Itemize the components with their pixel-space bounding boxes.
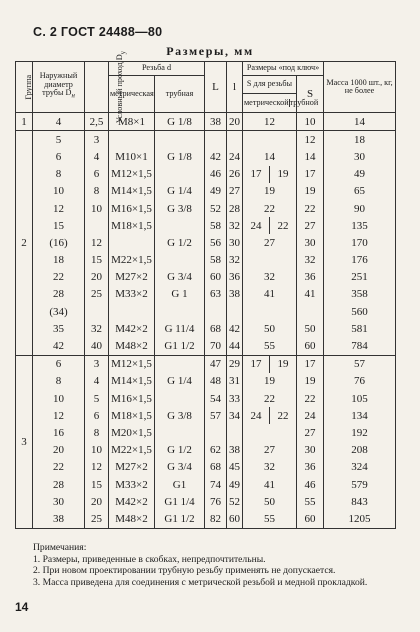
cell-S: 22 [297, 200, 324, 217]
cell-l: 31 [227, 373, 243, 390]
cell-nominal-bore: 6 [85, 407, 109, 424]
cell-pipe-thread [155, 424, 205, 441]
cell-L: 58 [205, 252, 227, 269]
cell-s-pipe: 19 [269, 356, 296, 373]
cell-mass: 208 [324, 442, 396, 459]
cell-L [205, 424, 227, 441]
cell-l: 38 [227, 286, 243, 303]
cell-l: 49 [227, 476, 243, 493]
cell-L: 56 [205, 234, 227, 251]
header-pipe: трубная [155, 76, 205, 113]
cell-pipe-thread [155, 355, 205, 373]
header-s-metric: метрической [244, 97, 289, 107]
header-L: L [205, 62, 227, 113]
cell-l: 36 [227, 269, 243, 286]
cell-s-thread [243, 407, 297, 424]
cell-outer-diameter: 16 [33, 424, 85, 441]
table-row [16, 493, 396, 510]
cell-metric-thread: M16×1,5 [109, 200, 155, 217]
cell-l: 33 [227, 390, 243, 407]
cell-metric-thread: M10×1 [109, 148, 155, 165]
cell-l: 44 [227, 337, 243, 355]
cell-s-thread [243, 355, 297, 373]
cell-L: 82 [205, 510, 227, 528]
cell-outer-diameter: 42 [33, 337, 85, 355]
cell-metric-thread: M42×2 [109, 320, 155, 337]
table-row [16, 407, 396, 424]
table-row [16, 234, 396, 251]
cell-S: 41 [297, 286, 324, 303]
cell-outer-diameter: 8 [33, 166, 85, 183]
cell-S: 60 [297, 510, 324, 528]
table-row [16, 510, 396, 528]
cell-l: 27 [227, 183, 243, 200]
cell-s-metric: 32 [264, 461, 275, 474]
cell-s-metric: 41 [264, 288, 275, 301]
cell-S: 60 [297, 337, 324, 355]
cell-mass: 251 [324, 269, 396, 286]
cell-L: 74 [205, 476, 227, 493]
cell-l [227, 131, 243, 149]
cell-metric-thread: M12×1,5 [109, 166, 155, 183]
cell-s-thread [243, 390, 297, 407]
cell-L: 38 [205, 113, 227, 131]
cell-S: 10 [297, 113, 324, 131]
cell-S [297, 303, 324, 320]
cell-nominal-bore: 10 [85, 442, 109, 459]
cell-s-metric: 22 [264, 202, 275, 215]
header-group: Группа [16, 62, 33, 113]
cell-nominal-bore: 3 [85, 355, 109, 373]
cell-nominal-bore: 2,5 [85, 113, 109, 131]
cell-L: 63 [205, 286, 227, 303]
cell-l [227, 424, 243, 441]
cell-metric-thread: M14×1,5 [109, 183, 155, 200]
cell-l: 30 [227, 234, 243, 251]
cell-s-metric: 55 [264, 340, 275, 353]
cell-outer-diameter: 4 [33, 113, 85, 131]
cell-pipe-thread: G 1/2 [155, 442, 205, 459]
note-2: 2. При новом проектировании трубную резьбу применять не допускается. [33, 565, 336, 576]
cell-s-thread [243, 200, 297, 217]
cell-outer-diameter: 8 [33, 373, 85, 390]
table-row [16, 373, 396, 390]
cell-outer-diameter: 12 [33, 407, 85, 424]
cell-L: 52 [205, 200, 227, 217]
cell-metric-thread [109, 303, 155, 320]
cell-nominal-bore: 12 [85, 234, 109, 251]
group-cell: 1 [16, 113, 33, 131]
cell-s-thread [243, 234, 297, 251]
cell-outer-diameter: 28 [33, 476, 85, 493]
cell-pipe-thread [155, 252, 205, 269]
cell-S: 55 [297, 493, 324, 510]
header-outer-diameter: Наружный диаметр трубы $D_н$ [33, 62, 85, 113]
cell-L: 54 [205, 390, 227, 407]
header-metric: метрическая [109, 76, 155, 113]
cell-metric-thread: M48×2 [109, 510, 155, 528]
cell-nominal-bore: 3 [85, 131, 109, 149]
page-number: 14 [15, 600, 29, 614]
cell-S: 17 [297, 355, 324, 373]
cell-nominal-bore: 5 [85, 390, 109, 407]
cell-S: 17 [297, 166, 324, 183]
cell-L: 46 [205, 166, 227, 183]
header-s-subcols [243, 94, 319, 113]
cell-metric-thread: M22×1,5 [109, 252, 155, 269]
cell-s-thread [243, 183, 297, 200]
cell-metric-thread: M22×1,5 [109, 442, 155, 459]
cell-mass: 843 [324, 493, 396, 510]
cell-s-metric: 17 [250, 358, 262, 371]
cell-S: 19 [297, 373, 324, 390]
cell-l: 60 [227, 510, 243, 528]
table-row [16, 459, 396, 476]
cell-s-metric: 27 [264, 236, 275, 249]
cell-s-metric: 14 [264, 150, 275, 163]
cell-pipe-thread: G1 1/4 [155, 493, 205, 510]
cell-pipe-thread [155, 166, 205, 183]
cell-l: 45 [227, 459, 243, 476]
cell-s-thread [243, 320, 297, 337]
group-cell: 2 [16, 131, 33, 355]
table-row [16, 166, 396, 183]
table-caption: Размеры, мм [166, 44, 254, 58]
cell-S: 46 [297, 476, 324, 493]
cell-pipe-thread: G 1/8 [155, 113, 205, 131]
header-S: S [297, 76, 324, 113]
cell-s-metric: 32 [264, 271, 275, 284]
cell-metric-thread: M16×1,5 [109, 390, 155, 407]
cell-pipe-thread: G 3/4 [155, 269, 205, 286]
cell-L: 58 [205, 217, 227, 234]
cell-mass: 30 [324, 148, 396, 165]
cell-outer-diameter: 10 [33, 390, 85, 407]
cell-nominal-bore: 8 [85, 424, 109, 441]
cell-S: 19 [297, 183, 324, 200]
table-row [16, 269, 396, 286]
cell-l: 38 [227, 442, 243, 459]
note-1: 1. Размеры, приведенные в скобках, непредпочтительны. [33, 553, 266, 565]
cell-nominal-bore: 15 [85, 252, 109, 269]
table-row [16, 320, 396, 337]
cell-S: 30 [297, 442, 324, 459]
cell-metric-thread: M12×1,5 [109, 355, 155, 373]
cell-s-metric: 50 [264, 322, 275, 335]
cell-s-thread [243, 337, 297, 355]
cell-mass: 57 [324, 355, 396, 373]
cell-L: 60 [205, 269, 227, 286]
cell-S: 24 [297, 407, 324, 424]
cell-outer-diameter: 10 [33, 183, 85, 200]
cell-l: 42 [227, 320, 243, 337]
cell-nominal-bore: 20 [85, 493, 109, 510]
cell-outer-diameter: 6 [33, 355, 85, 373]
cell-pipe-thread: G1 1/2 [155, 510, 205, 528]
cell-mass: 170 [324, 234, 396, 251]
cell-nominal-bore: 40 [85, 337, 109, 355]
cell-s-thread [243, 424, 297, 441]
cell-outer-diameter: 6 [33, 148, 85, 165]
cell-nominal-bore: 25 [85, 286, 109, 303]
cell-nominal-bore: 15 [85, 476, 109, 493]
cell-mass: 579 [324, 476, 396, 493]
table-row [16, 286, 396, 303]
cell-L: 68 [205, 320, 227, 337]
cell-nominal-bore: 20 [85, 269, 109, 286]
cell-outer-diameter: 22 [33, 269, 85, 286]
cell-S: 27 [297, 217, 324, 234]
table-row [16, 148, 396, 165]
header-l: l [227, 62, 243, 113]
cell-s-pipe: 22 [269, 407, 296, 424]
cell-S: 22 [297, 390, 324, 407]
cell-s-thread [243, 476, 297, 493]
cell-nominal-bore: 8 [85, 183, 109, 200]
cell-s-thread [243, 131, 297, 149]
cell-metric-thread: M48×2 [109, 337, 155, 355]
cell-s-metric: 24 [250, 219, 262, 232]
cell-s-thread [243, 113, 297, 131]
cell-S: 30 [297, 234, 324, 251]
cell-nominal-bore [85, 303, 109, 320]
cell-mass: 176 [324, 252, 396, 269]
table-row [16, 252, 396, 269]
cell-outer-diameter: 15 [33, 217, 85, 234]
cell-L: 76 [205, 493, 227, 510]
cell-pipe-thread [155, 390, 205, 407]
header-thread: Резьба d [109, 62, 205, 76]
cell-l: 28 [227, 200, 243, 217]
cell-s-thread [243, 217, 297, 234]
cell-pipe-thread [155, 131, 205, 149]
cell-nominal-bore: 32 [85, 320, 109, 337]
notes-title: Примечания: [33, 542, 87, 553]
cell-pipe-thread [155, 303, 205, 320]
cell-l: 32 [227, 252, 243, 269]
cell-outer-diameter: 12 [33, 200, 85, 217]
table-row [16, 131, 396, 149]
cell-l: 26 [227, 166, 243, 183]
cell-mass: 784 [324, 337, 396, 355]
cell-mass: 135 [324, 217, 396, 234]
table-row [16, 217, 396, 234]
cell-metric-thread: M18×1,5 [109, 407, 155, 424]
header-key-size: Размеры «под ключ» [243, 62, 324, 76]
cell-l: 24 [227, 148, 243, 165]
cell-outer-diameter: 20 [33, 442, 85, 459]
table-row [16, 303, 396, 320]
cell-S: 36 [297, 459, 324, 476]
cell-mass: 76 [324, 373, 396, 390]
cell-s-thread [243, 148, 297, 165]
cell-outer-diameter: 30 [33, 493, 85, 510]
table-body [16, 113, 396, 529]
cell-l: 20 [227, 113, 243, 131]
cell-outer-diameter: 5 [33, 131, 85, 149]
header-nominal-bore: Условный проход $D_у$ [85, 62, 109, 113]
cell-metric-thread: M14×1,5 [109, 373, 155, 390]
cell-l: 52 [227, 493, 243, 510]
cell-S: 32 [297, 252, 324, 269]
cell-s-metric: 50 [264, 495, 275, 508]
cell-L: 68 [205, 459, 227, 476]
cell-metric-thread: M33×2 [109, 286, 155, 303]
cell-pipe-thread: G1 [155, 476, 205, 493]
cell-s-thread [243, 459, 297, 476]
cell-L [205, 303, 227, 320]
cell-s-thread [243, 493, 297, 510]
table-row [16, 183, 396, 200]
cell-metric-thread: M8×1 [109, 113, 155, 131]
cell-nominal-bore: 4 [85, 148, 109, 165]
cell-l: 29 [227, 355, 243, 373]
cell-s-metric: 19 [264, 375, 275, 388]
cell-pipe-thread: G 3/8 [155, 200, 205, 217]
cell-outer-diameter: (16) [33, 234, 85, 251]
cell-s-metric: 27 [264, 444, 275, 457]
cell-mass: 1205 [324, 510, 396, 528]
cell-pipe-thread: G 1/4 [155, 183, 205, 200]
cell-L: 42 [205, 148, 227, 165]
cell-mass: 90 [324, 200, 396, 217]
cell-pipe-thread: G 3/4 [155, 459, 205, 476]
table-row [16, 442, 396, 459]
table-row [16, 476, 396, 493]
cell-pipe-thread [155, 217, 205, 234]
cell-L: 70 [205, 337, 227, 355]
cell-l: 34 [227, 407, 243, 424]
cell-pipe-thread: G 1/4 [155, 373, 205, 390]
cell-metric-thread: M42×2 [109, 493, 155, 510]
cell-pipe-thread: G 1 [155, 286, 205, 303]
header-s-thread: S для резьбы [243, 76, 297, 94]
cell-S: 14 [297, 148, 324, 165]
cell-nominal-bore: 12 [85, 459, 109, 476]
cell-s-thread [243, 442, 297, 459]
cell-nominal-bore: 4 [85, 373, 109, 390]
cell-metric-thread: M27×2 [109, 269, 155, 286]
header-s-pipe: трубной [289, 97, 319, 107]
cell-L: 48 [205, 373, 227, 390]
table-row [16, 337, 396, 355]
cell-S: 50 [297, 320, 324, 337]
cell-mass: 581 [324, 320, 396, 337]
page-header: С. 2 ГОСТ 24488—80 [33, 25, 163, 39]
group-cell: 3 [16, 355, 33, 528]
cell-s-thread [243, 286, 297, 303]
cell-mass: 14 [324, 113, 396, 131]
table-row [16, 355, 396, 373]
cell-pipe-thread: G 3/8 [155, 407, 205, 424]
cell-s-metric: 12 [264, 115, 275, 128]
cell-pipe-thread: G1 1/2 [155, 337, 205, 355]
cell-metric-thread [109, 234, 155, 251]
cell-s-pipe: 22 [269, 217, 296, 234]
cell-metric-thread: M20×1,5 [109, 424, 155, 441]
cell-mass: 49 [324, 166, 396, 183]
cell-s-metric: 17 [250, 168, 262, 181]
cell-mass: 192 [324, 424, 396, 441]
cell-mass: 105 [324, 390, 396, 407]
cell-nominal-bore [85, 217, 109, 234]
cell-L: 62 [205, 442, 227, 459]
header-mass: Масса 1000 шт., кг, не более [324, 62, 396, 113]
table-row [16, 200, 396, 217]
table-row [16, 424, 396, 441]
cell-s-metric: 22 [264, 392, 275, 405]
cell-L: 49 [205, 183, 227, 200]
cell-metric-thread: M18×1,5 [109, 217, 155, 234]
cell-mass: 18 [324, 131, 396, 149]
cell-s-metric: 41 [264, 478, 275, 491]
cell-mass: 560 [324, 303, 396, 320]
cell-L: 57 [205, 407, 227, 424]
cell-outer-diameter: 18 [33, 252, 85, 269]
cell-outer-diameter: 22 [33, 459, 85, 476]
table-row [16, 113, 396, 131]
cell-pipe-thread: G 1/8 [155, 148, 205, 165]
cell-s-thread [243, 252, 297, 269]
cell-metric-thread [109, 131, 155, 149]
cell-l: 32 [227, 217, 243, 234]
cell-nominal-bore: 25 [85, 510, 109, 528]
cell-nominal-bore: 10 [85, 200, 109, 217]
cell-mass: 324 [324, 459, 396, 476]
cell-s-thread [243, 373, 297, 390]
cell-outer-diameter: 28 [33, 286, 85, 303]
cell-outer-diameter: (34) [33, 303, 85, 320]
cell-s-metric: 55 [264, 512, 275, 525]
cell-outer-diameter: 35 [33, 320, 85, 337]
cell-s-thread [243, 510, 297, 528]
cell-outer-diameter: 38 [33, 510, 85, 528]
cell-s-metric: 19 [264, 185, 275, 198]
cell-mass: 65 [324, 183, 396, 200]
cell-L: 47 [205, 355, 227, 373]
cell-s-thread [243, 166, 297, 183]
cell-S: 12 [297, 131, 324, 149]
cell-s-thread [243, 269, 297, 286]
cell-pipe-thread: G 11/4 [155, 320, 205, 337]
cell-nominal-bore: 6 [85, 166, 109, 183]
cell-metric-thread: M27×2 [109, 459, 155, 476]
cell-mass: 134 [324, 407, 396, 424]
cell-s-metric: 24 [250, 409, 262, 422]
cell-l [227, 303, 243, 320]
cell-mass: 358 [324, 286, 396, 303]
cell-pipe-thread: G 1/2 [155, 234, 205, 251]
cell-L [205, 131, 227, 149]
cell-S: 27 [297, 424, 324, 441]
note-3: 3. Масса приведена для соединения с метрической резьбой и медной прокладкой. [33, 576, 368, 588]
table-row [16, 390, 396, 407]
cell-S: 36 [297, 269, 324, 286]
notes [33, 542, 405, 588]
cell-s-thread [243, 303, 297, 320]
cell-metric-thread: M33×2 [109, 476, 155, 493]
cell-s-pipe: 19 [269, 166, 296, 183]
